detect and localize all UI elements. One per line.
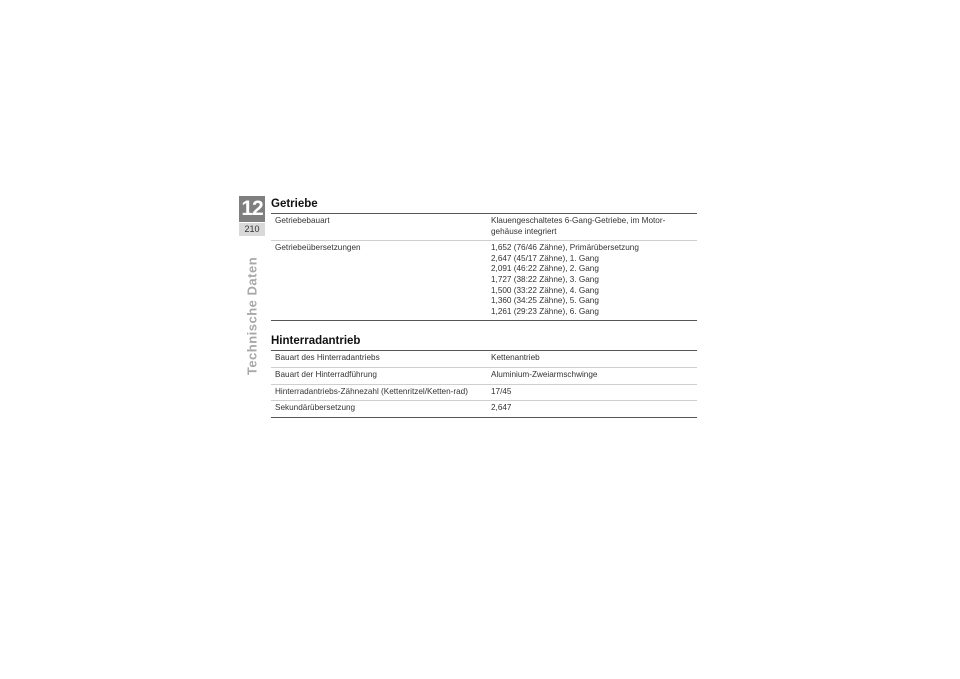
spec-content bbox=[271, 196, 697, 418]
spec-value-line: 2,647 (45/17 Zähne), 1. Gang bbox=[491, 253, 599, 263]
spec-value-line: 1,500 (33:22 Zähne), 4. Gang bbox=[491, 285, 599, 295]
spec-value: 2,647 bbox=[491, 403, 512, 413]
table-row bbox=[271, 351, 697, 368]
table-row bbox=[271, 214, 697, 241]
spec-label: Hinterradantriebs-Zähnezahl (Kettenritzel/Ketten-rad) bbox=[271, 384, 487, 401]
spec-label: Sekundärübersetzung bbox=[275, 403, 356, 413]
chapter-title: Technische Daten bbox=[244, 256, 260, 376]
spec-value: Aluminium-Zweiarmschwinge bbox=[487, 367, 697, 384]
chapter-number: 12 bbox=[239, 196, 265, 222]
spec-value: 17/45 bbox=[487, 384, 697, 401]
table-row bbox=[271, 384, 697, 401]
spec-table-getriebe bbox=[271, 213, 697, 321]
spec-label: Bauart des Hinterradantriebs bbox=[271, 351, 487, 368]
spec-value-line: Klauengeschaltetes 6-Gang-Getriebe, im Motor- bbox=[491, 216, 666, 225]
table-row bbox=[271, 367, 697, 384]
spec-label: Getriebebauart bbox=[271, 214, 487, 241]
spec-value-line: gehäuse integriert bbox=[491, 226, 557, 236]
table-row bbox=[271, 401, 697, 418]
spec-label: Bauart der Hinterradführung bbox=[271, 367, 487, 384]
spec-value-line: 1,727 (38:22 Zähne), 3. Gang bbox=[491, 274, 599, 284]
page-number: 210 bbox=[239, 223, 265, 236]
section-heading-getriebe: Getriebe bbox=[271, 198, 318, 210]
section-heading-hinterradantrieb: Hinterradantrieb bbox=[271, 335, 361, 348]
spec-value-line: 2,091 (46:22 Zähne), 2. Gang bbox=[491, 264, 599, 274]
spec-value-line: 1,652 (76/46 Zähne), Primärübersetzung bbox=[491, 243, 639, 253]
spec-value bbox=[487, 241, 697, 321]
spec-value bbox=[487, 214, 697, 241]
spec-value-line: 1,261 (29:23 Zähne), 6. Gang bbox=[491, 306, 599, 316]
table-row bbox=[271, 241, 697, 321]
spec-value-line: 1,360 (34:25 Zähne), 5. Gang bbox=[491, 296, 599, 306]
spec-label: Getriebeübersetzungen bbox=[275, 243, 361, 253]
chapter-marker bbox=[239, 196, 265, 240]
spec-table-hinterradantrieb bbox=[271, 350, 697, 417]
spec-value: Kettenantrieb bbox=[487, 351, 697, 368]
